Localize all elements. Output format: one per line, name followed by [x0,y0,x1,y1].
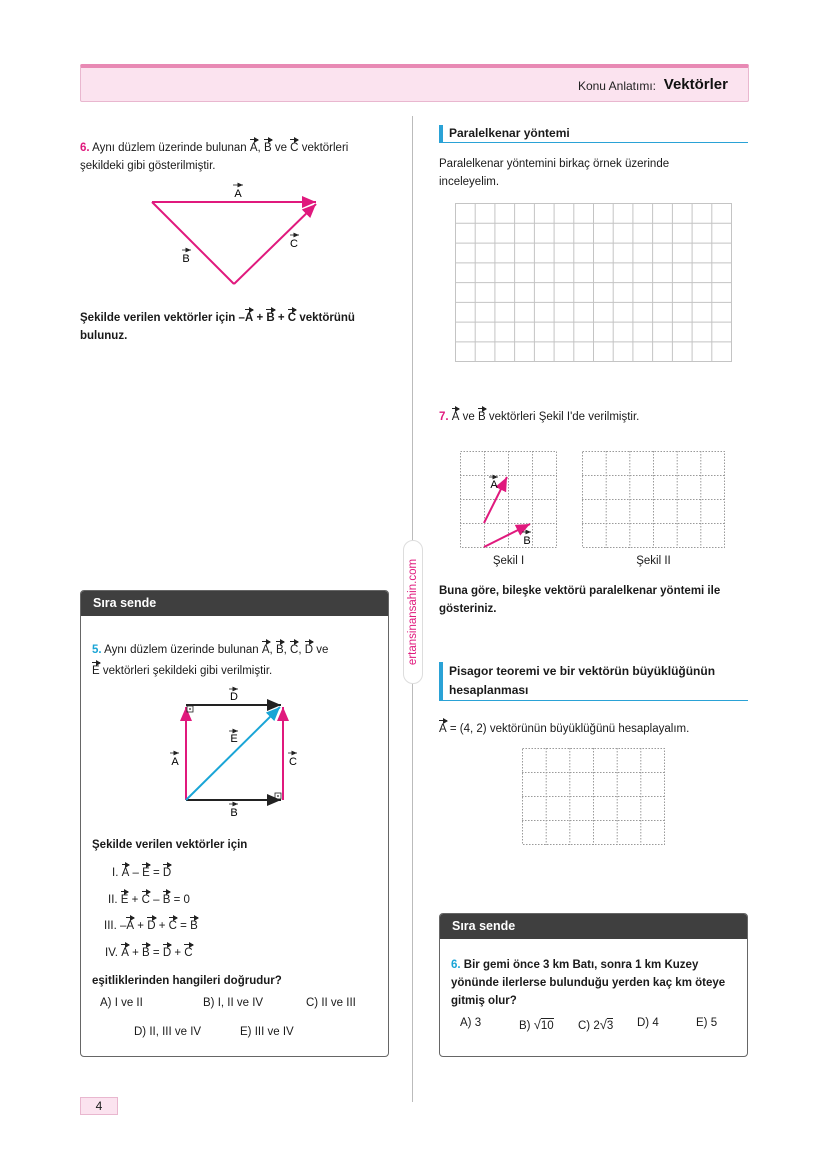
option-c[interactable]: C) 2√3 [578,1017,614,1032]
label-a: A [490,479,498,491]
statement-iv: IV. A + B = D + C [105,941,193,962]
sekil-2-label: Şekil II [636,555,671,567]
figure-sekil-2 [582,451,725,548]
q7-intro: 7. A ve B vektörleri Şekil I'de verilmiştir. [439,405,639,426]
q5-square-figure [165,685,305,820]
option-b[interactable]: B) I, II ve IV [203,997,264,1009]
box-title: Sıra sende [440,914,747,939]
q6-number: 6. [80,142,90,154]
vector-e-line [186,707,280,800]
q6b-number: 6. [451,959,461,971]
vector-b-line [152,202,234,284]
q7-question: Buna göre, bileşke vektörü paralelkenar yöntemi ile gösteriniz. [439,585,721,615]
figure-sekil-1 [460,451,557,548]
label-c: C [290,238,298,250]
section-pythagoras-heading: Pisagor teoremi ve bir vektörün büyüklüğünün hesaplanması [439,662,748,701]
q7-number: 7. [439,411,449,423]
grid-pythagoras [522,748,665,845]
vec-b: B [264,136,272,155]
vec-a: A [250,136,258,155]
vector-c-line [234,204,316,284]
option-a[interactable]: A) I ve II [100,997,143,1009]
label-b: B [182,253,190,265]
vec-c: C [290,136,298,155]
pythagoras-text: A = (4, 2) vektörünün büyüklüğünü hesaplayalım. [439,717,689,738]
q6-intro: 6. Aynı düzlem üzerinde bulunan A, B ve C vektörleri şekildeki gibi gösterilmiştir. [80,136,400,175]
option-b[interactable]: B) √10 [519,1017,554,1032]
label-a: A [171,756,179,768]
option-a[interactable]: A) 3 [460,1017,482,1029]
q5-intro: 5. Aynı düzlem üzerinde bulunan A, B, C, D ve E vektörleri şekildeki gibi verilmiştir. [92,638,382,680]
header-subtitle: Konu Anlatımı: [577,79,656,93]
grid-parallelogram [455,203,732,362]
sekil-1-label: Şekil I [492,555,525,567]
statement-i: I. A – E = D [112,861,171,882]
statement-ii: II. E + C – B = 0 [108,888,190,909]
label-d: D [230,691,238,703]
label-b: B [523,535,531,547]
label-e: E [230,733,238,745]
page-header [80,64,749,102]
label-c: C [289,756,297,768]
q5-number: 5. [92,644,102,656]
watermark: ertansinansahin.com [403,540,423,684]
option-e[interactable]: E) III ve IV [240,1026,294,1038]
statement-iii: III. –A + D + C = B [104,914,198,935]
label-b: B [230,807,238,819]
option-e[interactable]: E) 5 [696,1017,718,1029]
option-d[interactable]: D) 4 [637,1017,659,1029]
page-number: 4 [80,1097,118,1115]
q6-question: Şekilde verilen vektörler için –A + B + C vektörünü bulunuz. [80,306,400,345]
label-a: A [234,188,242,200]
header-title: Vektörler [663,76,728,93]
q6b-question: 6. Bir gemi önce 3 km Batı, sonra 1 km Kuzey yönünde ilerlerse bulunduğu yerden kaç km öteye gitmiş olur? [451,959,726,1007]
option-d[interactable]: D) II, III ve IV [134,1026,202,1038]
q6-triangle-figure [140,180,340,290]
box-title: Sıra sende [81,591,388,616]
section-parallelogram-heading: Paralelkenar yöntemi [439,125,748,143]
q5-question: eşitliklerinden hangileri doğrudur? [92,975,282,987]
parallelogram-text: Paralelkenar yöntemini birkaç örnek üzerinde inceleyelim. [439,158,670,188]
option-c[interactable]: C) II ve III [306,997,356,1009]
q5-prompt: Şekilde verilen vektörler için [92,839,248,851]
